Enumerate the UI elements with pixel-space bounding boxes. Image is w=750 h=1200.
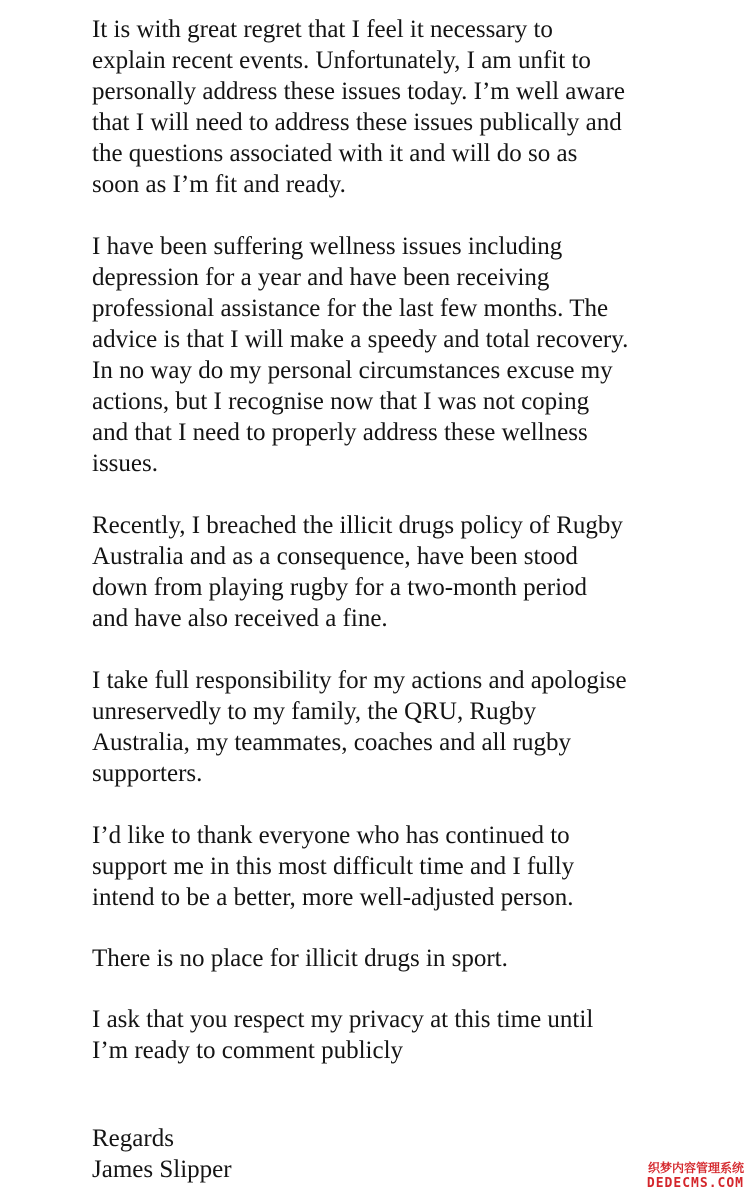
closing-regards: Regards [92,1125,174,1152]
paragraph-spacer [92,913,732,943]
paragraph-privacy: I ask that you respect my privacy at this time until I’m ready to comment publicly [92,1006,594,1064]
paragraph-regret: It is with great regret that I feel it necessary to explain recent events. Unfortunately, I am unfit to personally address these issues today. I’m well aware that I will need to address these issues publically and the questions associated with it and will do so as soon as I’m fit and ready. [92,16,625,198]
signature-name: James Slipper [92,1156,232,1183]
paragraph-spacer [92,789,732,820]
paragraph-spacer [92,974,732,1004]
watermark-en-text: DEDECMS.COM [646,1176,744,1191]
closing-spacer [92,1066,732,1123]
paragraph-thanks: I’d like to thank everyone who has continued to support me in this most difficult time and I fully intend to be a better, more well-adjusted person. [92,822,575,911]
paragraph-responsibility: I take full responsibility for my actions and apologise unreservedly to my family, the QRU, Rugby Australia, my teammates, coaches and all rugby supporters. [92,667,627,787]
paragraph-wellness: I have been suffering wellness issues including depression for a year and have been receiving professional assistance for the last few months. The advice is that I will make a speedy and total recovery. In no way do my personal circumstances excuse my actions, but I recognise now that I was not coping and that I need to properly address these wellness issues. [92,233,629,477]
paragraph-spacer [92,479,732,510]
watermark [636,1160,744,1196]
paragraph-spacer [92,200,732,231]
statement-letter [92,14,732,1185]
watermark-cn-text: 织梦内容管理系统 [647,1161,744,1175]
paragraph-breach: Recently, I breached the illicit drugs policy of Rugby Australia and as a consequence, have been stood down from playing rugby for a two-month period and have also received a fine. [92,512,623,632]
paragraph-spacer [92,634,732,665]
paragraph-no-place: There is no place for illicit drugs in sport. [92,945,508,972]
